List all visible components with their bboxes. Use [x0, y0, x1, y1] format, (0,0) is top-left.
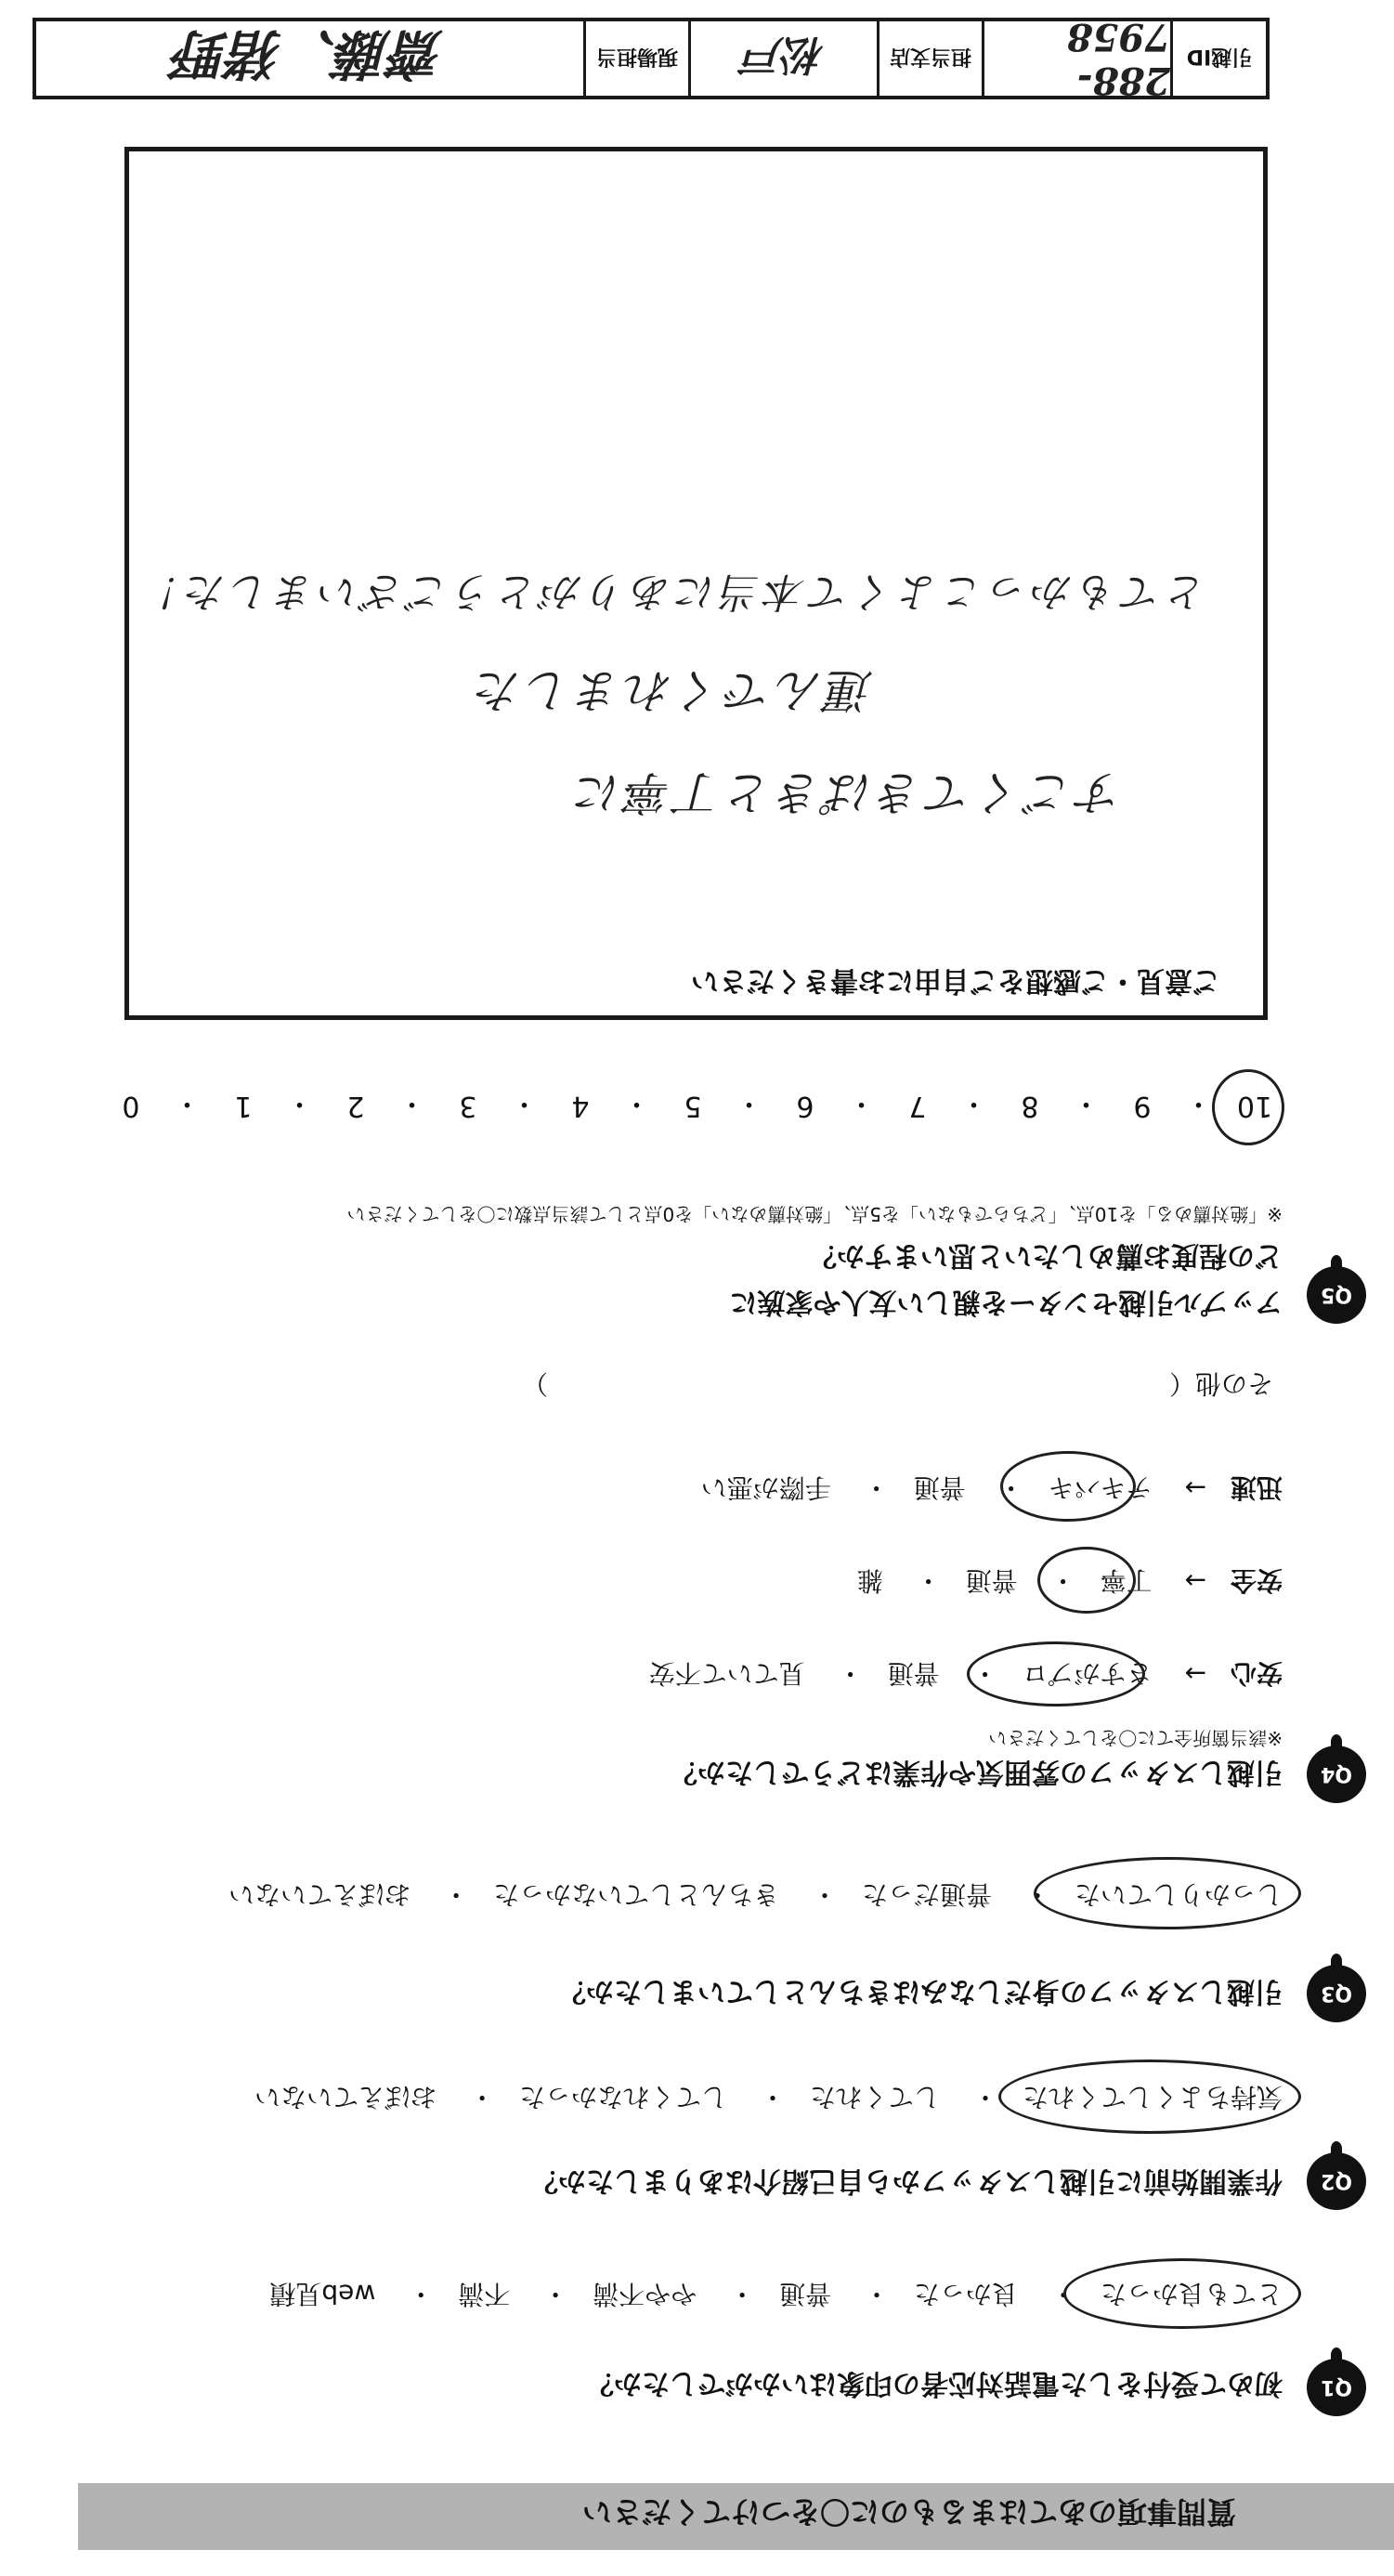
circle-mark-speed	[1000, 1451, 1136, 1522]
q2-opt-4[interactable]: おぼえていない	[254, 2082, 437, 2112]
q3-options: しっかりしていた・ 普通だった・ きちんとしていなかった・ おぼえていない	[228, 1879, 1283, 1910]
q2-opt-1[interactable]: 気持ちよくしてくれた	[1022, 2082, 1283, 2112]
q4-relief-label: 安心	[1230, 1658, 1283, 1689]
q2-opt-3[interactable]: してくれなかった	[519, 2082, 728, 2112]
q4-row-relief: 安心→ さすがプロ・ 普通・ 見ていて不安	[648, 1658, 1283, 1689]
branch-label: 担当支店	[877, 21, 982, 96]
q3-opt-2[interactable]: 普通だった	[862, 1879, 993, 1910]
scale-2[interactable]: 2	[346, 1090, 365, 1123]
q4-other: その他（ ）	[522, 1368, 1273, 1399]
q1-badge: Q1	[1307, 2359, 1366, 2416]
circle-mark-q2	[998, 2059, 1301, 2134]
circle-mark-relief	[967, 1641, 1145, 1706]
comment-title: ご意見・ご感想をご自由にお書きください	[691, 964, 1220, 997]
scale-6[interactable]: 6	[796, 1090, 814, 1123]
q2-badge: Q2	[1307, 2152, 1366, 2210]
q4-relief-opt-1[interactable]: さすがプロ	[1022, 1658, 1153, 1689]
id-value: 288-7958	[982, 21, 1170, 96]
comment-line-1: すごくてきぱきと丁寧に	[572, 765, 1124, 819]
id-label: 引越ID	[1170, 21, 1266, 96]
q4-safety-opt-1[interactable]: 丁寧	[1100, 1565, 1153, 1596]
banner-text: 質問事項のあてはまるものに〇をつけてください	[581, 2494, 1236, 2530]
q4-badge: Q4	[1307, 1746, 1366, 1803]
staff-value: 齋藤、猪野	[175, 22, 445, 85]
q3-text: 引越しスタッフの身だしなみはきちんとしていましたか？	[558, 1975, 1283, 2007]
q4-speed-opt-3[interactable]: 手際が悪い	[700, 1472, 831, 1503]
comment-box	[124, 147, 1268, 1020]
q1-opt-6[interactable]: web見積	[269, 2279, 376, 2309]
q2-text: 作業開始前に引越しスタッフから自己紹介はありましたか？	[530, 2164, 1283, 2197]
q1-opt-1[interactable]: とても良かった	[1100, 2279, 1283, 2309]
q5-badge: Q5	[1307, 1266, 1366, 1324]
q4-row-safety: 安全→ 丁寧・ 普通・ 雑	[856, 1565, 1283, 1596]
staff-label: 現場担当	[583, 21, 688, 96]
scale-7[interactable]: 7	[908, 1090, 927, 1123]
comment-line-2: 運んでくれました	[472, 663, 873, 717]
q3-opt-4[interactable]: おぼえていない	[228, 1879, 411, 1910]
q4-row-speed: 迅速→ テキパキ・ 普通・ 手際が悪い	[700, 1472, 1283, 1503]
q4-relief-opt-2[interactable]: 普通	[887, 1658, 940, 1689]
q4-safety-opt-2[interactable]: 普通	[965, 1565, 1018, 1596]
rating-scale: 10 ・ 9 ・ 8 ・ 7 ・ 6 ・ 5 ・ 4 ・ 3 ・ 2 ・ 1 ・ 0	[112, 1079, 1273, 1134]
q4-other-label: その他（	[1168, 1368, 1273, 1399]
comment-line-3: とてもかっこよくて本当にありがとうございました！	[137, 568, 1207, 615]
instruction-banner	[78, 2483, 1394, 2550]
q4-text: 引越しスタッフの雰囲気や作業はどうでしたか？	[670, 1756, 1283, 1788]
branch-value: 松戸	[688, 21, 877, 96]
q5-text-2: どの程度お薦めしたいと思いますか？	[809, 1239, 1283, 1272]
q1-opt-5[interactable]: 不満	[458, 2279, 511, 2309]
q1-options: とても良かった・ 良かった・ 普通・ やや不満・ 不満・ web見積	[269, 2279, 1283, 2309]
q4-note: ※該当箇所全てに〇をしてください	[988, 1727, 1283, 1749]
scale-1[interactable]: 1	[234, 1090, 253, 1123]
header-strip	[33, 15, 1270, 102]
q3-opt-3[interactable]: きちんとしていなかった	[493, 1879, 780, 1910]
q2-options: 気持ちよくしてくれた・ してくれた・ してくれなかった・ おぼえていない	[254, 2082, 1283, 2112]
q2-opt-2[interactable]: してくれた	[810, 2082, 941, 2112]
circle-mark-safety	[1037, 1547, 1136, 1614]
q1-opt-2[interactable]: 良かった	[914, 2279, 1019, 2309]
scale-9[interactable]: 9	[1133, 1090, 1152, 1123]
q4-speed-label: 迅速	[1230, 1472, 1283, 1503]
circle-mark-q3	[1034, 1857, 1301, 1929]
scale-3[interactable]: 3	[459, 1090, 477, 1123]
q4-speed-opt-2[interactable]: 普通	[913, 1472, 966, 1503]
q5-text: アップル引越センターを親しい友人や家族に	[729, 1286, 1283, 1318]
q1-opt-3[interactable]: 普通	[779, 2279, 832, 2309]
q5-note: ※「絶対薦める」を10点、「どちらでもない」を5点、「絶対薦めない」を0点として該当点数に〇をしてください	[346, 1203, 1283, 1225]
scale-10[interactable]: 10	[1236, 1090, 1273, 1123]
q1-opt-4[interactable]: やや不満	[593, 2279, 697, 2309]
scale-8[interactable]: 8	[1021, 1090, 1039, 1123]
scale-4[interactable]: 4	[571, 1090, 590, 1123]
q4-speed-opt-1[interactable]: テキパキ	[1048, 1472, 1153, 1503]
q1-text: 初めて受付をした電話対応者の印象はいかがでしたか？	[586, 2367, 1283, 2399]
q4-safety-label: 安全	[1230, 1565, 1283, 1596]
circle-mark-10	[1212, 1069, 1284, 1145]
scale-0[interactable]: 0	[122, 1090, 140, 1123]
q4-safety-opt-3[interactable]: 雑	[856, 1565, 883, 1596]
q3-badge: Q3	[1307, 1965, 1366, 2022]
q3-opt-1[interactable]: しっかりしていた	[1074, 1879, 1283, 1910]
circle-mark-q1	[1063, 2258, 1301, 2329]
scale-5[interactable]: 5	[684, 1090, 702, 1123]
q4-relief-opt-3[interactable]: 見ていて不安	[648, 1658, 805, 1689]
